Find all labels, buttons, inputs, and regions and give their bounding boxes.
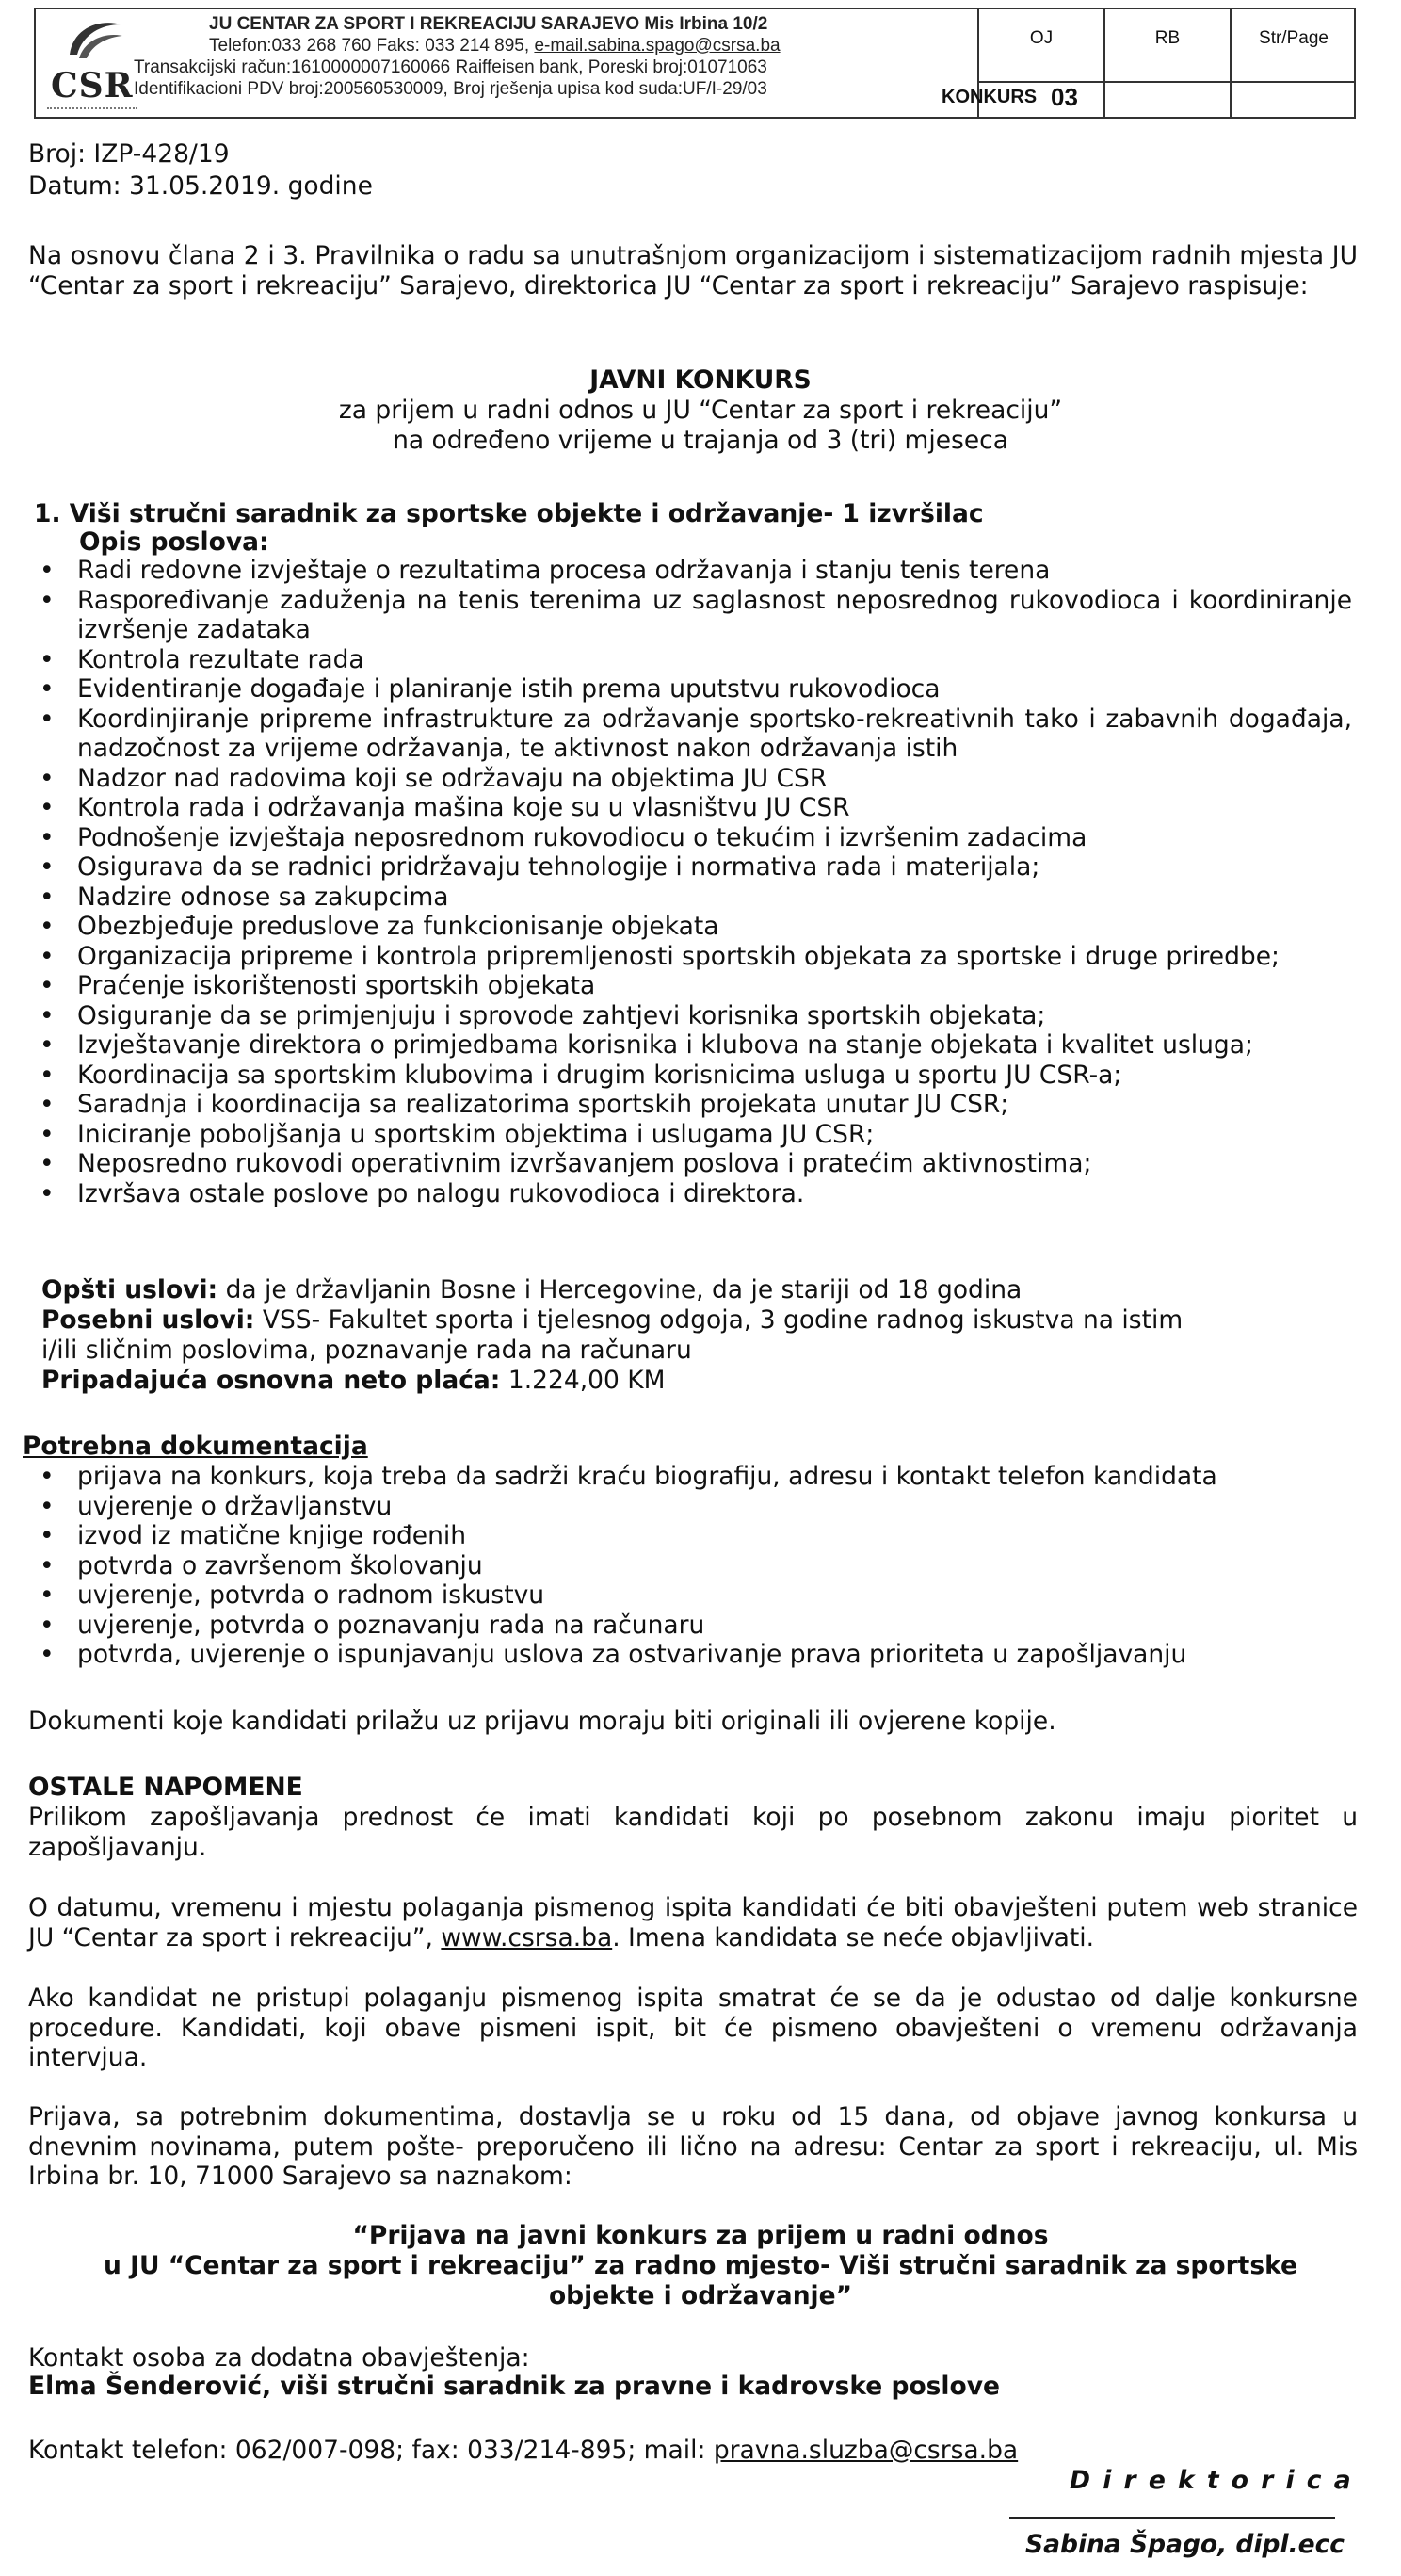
kontakt-phone: Kontakt telefon: 062/007-098; fax: 033/214-895; mail: — [28, 2436, 714, 2465]
ostale-heading: OSTALE NAPOMENE — [28, 1773, 303, 1802]
doc-item: • potvrda, uvjerenje o ispunjavanju uslova za ostvarivanje prava prioriteta u zapošljavanju — [34, 1640, 1352, 1670]
doc-item: • uvjerenje, potvrda o poznavanju rada na računaru — [34, 1611, 1352, 1641]
position-heading: 1. Viši stručni saradnik za sportske objekte i održavanje- 1 izvršilac — [34, 499, 984, 528]
ostale-paragraph-3: Ako kandidat ne pristupi polaganju pismenog ispita smatrat će se da je odustao od dalje konkursne procedure. Kandidati, koji obave pismeni ispit, bit će pismeno obavješteni o vremenu održavanja intervjua. — [28, 1984, 1358, 2072]
pdv-line: Identifikacioni PDV broj:200560530009, Broj rješenja upisa kod suda:UF/I-29/03 — [134, 79, 767, 99]
naznaka-line-1: “Prijava na javni konkurs za prijem u radni odnos — [352, 2221, 1049, 2250]
doc-item: • uvjerenje o državljanstvu — [34, 1492, 1352, 1522]
org-line: JU CENTAR ZA SPORT I REKREACIJU SARAJEVO Mis Irbina 10/2 — [209, 14, 768, 34]
posebni-label: Posebni uslovi: — [41, 1305, 255, 1335]
signature-name: Sabina Špago, dipl.ecc — [1025, 2530, 1345, 2559]
letterhead — [34, 8, 1356, 119]
page-label: Str/Page — [1259, 28, 1329, 48]
posebni-uslovi — [41, 1305, 1378, 1336]
swirl-logo-icon — [64, 17, 124, 64]
duty-item: • Raspoređivanje zaduženja na tenis terenima uz saglasnost neposrednog rukovodioca i koordiniranje izvršenje zadataka — [34, 586, 1352, 645]
docs-note: Dokumenti koje kandidati prilažu uz prijavu moraju biti originali ili ovjerene kopije. — [28, 1707, 1056, 1736]
konkurs-label: KONKURS — [942, 87, 1038, 107]
konkurs-number: 03 — [1051, 83, 1078, 111]
doc-item: • prijava na konkurs, koja treba da sadrži kraću biografiju, adresu i kontakt telefon kandidata — [34, 1462, 1352, 1492]
rb-label: RB — [1154, 28, 1181, 48]
duty-item: • Saradnja i koordinacija sa realizatorima sportskih projekata unutar JU CSR; — [34, 1090, 1352, 1120]
cell-rb — [1103, 9, 1230, 117]
doc-number: Broj: IZP-428/19 — [28, 139, 230, 169]
placa-line — [41, 1366, 1378, 1396]
duty-item: • Obezbjeđuje preduslove za funkcionisanje objekata — [34, 912, 1352, 942]
kontakt-line — [28, 2436, 1365, 2466]
cell-page — [1230, 9, 1356, 117]
kontakt-email-link[interactable]: pravna.sluzba@csrsa.ba — [713, 2436, 1019, 2465]
account-line: Transakcijski račun:1610000007160066 Raiffeisen bank, Poreski broj:01071063 — [134, 57, 767, 77]
ostale-2-tail: . Imena kandidata se neće objavljivati. — [612, 1922, 1095, 1952]
ostale-2-text: O datumu, vremenu i mjestu polaganja pismenog ispita kandidati će biti obavješteni putem web stranice JU “Centar za sport i rekreaciju”, — [28, 1893, 1358, 1952]
kontakt-label: Kontakt osoba za dodatna obavještenja: — [28, 2343, 530, 2373]
duty-item: • Nadzor nad radovima koji se održavaju na objektima JU CSR — [34, 764, 1352, 794]
intro-paragraph: Na osnovu člana 2 i 3. Pravilnika o radu sa unutrašnjom organizacijom i sistematizacijom radnih mjesta JU “Centar za sport i rekreaciju” Sarajevo, direktorica JU “Centar za sport i rekreaciju” Sarajevo raspisuje: — [28, 241, 1358, 300]
duties-list — [34, 556, 1352, 1208]
duty-item: • Evidentiranje događaje i planiranje istih prema uputstvu rukovodioca — [34, 674, 1352, 705]
duty-item: • Radi redovne izvještaje o rezultatima procesa održavanja i stanju tenis terena — [34, 556, 1352, 586]
docs-heading: Potrebna dokumentacija — [23, 1432, 368, 1461]
duty-item: • Praćenje iskorištenosti sportskih objekata — [34, 971, 1352, 1001]
ostale-paragraph-1: Prilikom zapošljavanja prednost će imati kandidati koji po posebnom zakonu imaju pioritet u zapošljavanju. — [28, 1803, 1358, 1862]
oj-label: OJ — [1029, 28, 1054, 48]
placa-value: 1.224,00 KM — [500, 1366, 666, 1395]
duty-item: • Kontrola rezultate rada — [34, 645, 1352, 675]
opsti-text: da je državljanin Bosne i Hercegovine, da je stariji od 18 godina — [217, 1275, 1023, 1304]
naznaka-line-3: objekte i održavanje” — [548, 2281, 853, 2310]
duty-item: • Koordinacija sa sportskim klubovima i drugim korisnicima usluga u sportu JU CSR-a; — [34, 1061, 1352, 1091]
website-link[interactable]: www.csrsa.ba — [441, 1922, 613, 1952]
duty-item: • Podnošenje izvještaja neposrednom rukovodiocu o tekućim i izvršenim zadacima — [34, 823, 1352, 853]
logo-text: CSR — [51, 66, 134, 105]
logo-underline — [47, 107, 137, 115]
duty-item: • Osigurava da se radnici pridržavaju tehnologije i normativa rada i materijala; — [34, 852, 1352, 883]
phone-text: Telefon:033 268 760 Faks: 033 214 895, — [209, 36, 530, 56]
duty-item: • Nadzire odnose sa zakupcima — [34, 883, 1352, 913]
opsti-label: Opšti uslovi: — [41, 1275, 218, 1304]
duty-item: • Koordinjiranje pripreme infrastrukture za održavanje sportsko-rekreativnih tako i zabavnih događaja, nadzočnost za vrijeme održavanja, te aktivnost nakon održavanja istih — [34, 705, 1352, 764]
ostale-paragraph-4: Prijava, sa potrebnim dokumentima, dostavlja se u roku od 15 dana, od objave javnog konkursa u dnevnim novinama, putem pošte- preporučeno ili lično na adresu: Centar za sport i rekreaciju, ul. Mis Irbina br. 10, 71000 Sarajevo sa naznakom: — [28, 2102, 1358, 2191]
placa-label: Pripadajuća osnovna neto plaća: — [41, 1366, 501, 1395]
duty-item: • Izvještavanje direktora o primjedbama korisnika i klubova na stanje objekata i kvalitet usluga; — [34, 1030, 1352, 1061]
duty-item: • Kontrola rada i održavanja mašina koje su u vlasništvu JU CSR — [34, 793, 1352, 823]
header-email-link[interactable]: e-mail.sabina.spago@csrsa.ba — [534, 36, 781, 56]
signature-line — [1009, 2517, 1335, 2519]
duty-item: • Osiguranje da se primjenjuju i sprovode zahtjevi korisnika sportskih objekata; — [34, 1001, 1352, 1031]
letterhead-info — [134, 13, 943, 100]
posebni-text-2: i/ili sličnim poslovima, poznavanje rada na računaru — [41, 1336, 692, 1365]
duty-item: • Organizacija pripreme i kontrola pripremljenosti sportskih objekata za sportske i druge priredbe; — [34, 942, 1352, 972]
doc-item: • izvod iz matične knjige rođenih — [34, 1521, 1352, 1551]
docs-list — [34, 1462, 1352, 1670]
naznaka-line-2: u JU “Centar za sport i rekreaciju” za radno mjesto- Viši stručni saradnik za sportske — [104, 2251, 1297, 2280]
opsti-uslovi — [41, 1275, 1378, 1305]
header-table — [902, 9, 1356, 117]
doc-date: Datum: 31.05.2019. godine — [28, 171, 373, 201]
posebni-text-1: VSS- Fakultet sporta i tjelesnog odgoja, 3 godine radnog iskustva na istim — [254, 1305, 1184, 1335]
doc-subtitle-1: za prijem u radni odnos u JU “Centar za sport i rekreaciju” — [338, 396, 1063, 425]
doc-item: • potvrda o završenom školovanju — [34, 1551, 1352, 1581]
kontakt-person: Elma Šenderović, viši stručni saradnik za pravne i kadrovske poslove — [28, 2372, 1000, 2401]
doc-title: JAVNI KONKURS — [589, 365, 812, 395]
opis-heading: Opis poslova: — [79, 527, 269, 557]
duty-item: • Izvršava ostale poslove po nalogu rukovodioca i direktora. — [34, 1179, 1352, 1209]
ostale-paragraph-2 — [28, 1893, 1358, 1952]
table-divider — [977, 81, 1356, 83]
signature-title: D i r e k t o r i c a — [1070, 2466, 1353, 2495]
doc-subtitle-2: na određeno vrijeme u trajanja od 3 (tri) mjeseca — [393, 426, 1008, 455]
duty-item: • Iniciranje poboljšanja u sportskim objektima i uslugama JU CSR; — [34, 1120, 1352, 1150]
duty-item: • Neposredno rukovodi operativnim izvršavanjem poslova i pratećim aktivnostima; — [34, 1149, 1352, 1179]
doc-item: • uvjerenje, potvrda o radnom iskustvu — [34, 1580, 1352, 1611]
csr-logo — [45, 17, 139, 115]
phone-line — [134, 35, 943, 57]
